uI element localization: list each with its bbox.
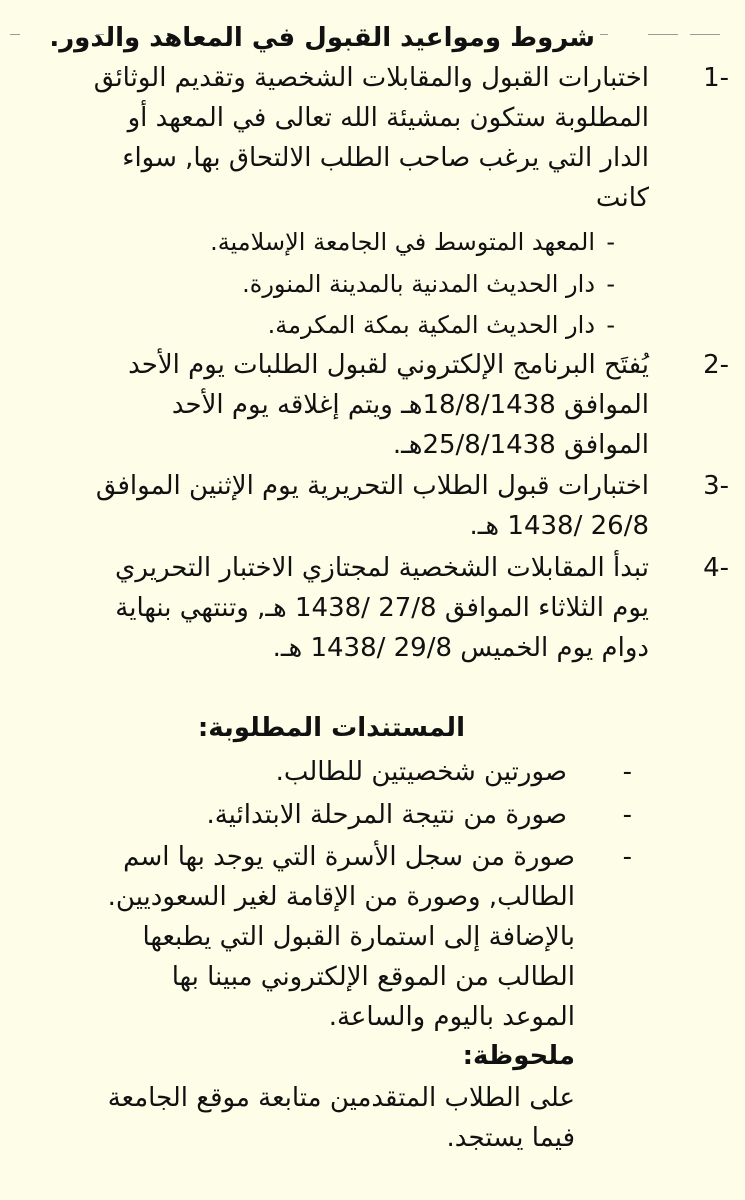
subitem-2-dash: - bbox=[606, 270, 615, 298]
subitem-1-text: المعهد المتوسط في الجامعة الإسلامية. bbox=[210, 228, 595, 256]
document-2-dash: - bbox=[622, 800, 632, 830]
note-text: على الطلاب المتقدمين متابعة موقع الجامعة فيما يستجد. bbox=[107, 1083, 575, 1153]
item-4-number: 4- bbox=[703, 553, 729, 583]
subitem-3-text: دار الحديث المكية بمكة المكرمة. bbox=[267, 311, 595, 339]
document-2-text: صورة من نتيجة المرحلة الابتدائية. bbox=[206, 800, 567, 830]
subitem-1-dash: - bbox=[606, 228, 615, 256]
item-1-text: اختبارات القبول والمقابلات الشخصية وتقديم الوثائق المطلوبة ستكون بمشيئة الله تعالى في المعهد أو الدار التي يرغب صاحب الطلب الالتحاق بها, سواء كانت bbox=[93, 63, 649, 213]
note-title: ملحوظة: bbox=[462, 1041, 575, 1071]
item-3-text: اختبارات قبول الطلاب التحريرية يوم الإثنين الموافق 26/8 /1438 هـ. bbox=[95, 471, 649, 541]
item-3-number: 3- bbox=[703, 471, 729, 501]
document-3-dash: - bbox=[622, 842, 632, 872]
documents-heading: المستندات المطلوبة: bbox=[197, 713, 465, 743]
item-4-text: تبدأ المقابلات الشخصية لمجتازي الاختبار التحريري يوم الثلاثاء الموافق 27/8 /1438 هـ, وتنتهي بنهاية دوام يوم الخميس 29/8 /1438 هـ. bbox=[115, 553, 649, 663]
document-1-dash: - bbox=[622, 757, 632, 787]
item-1-number: 1- bbox=[703, 63, 729, 93]
item-2-number: 2- bbox=[703, 350, 729, 380]
document-3-text: صورة من سجل الأسرة التي يوجد بها اسم الطالب, وصورة من الإقامة لغير السعوديين. بالإضافة إلى استمارة القبول التي يطبعها الطالب من الموقع الإلكتروني مبينا بها الموعد باليوم والساعة. bbox=[107, 842, 575, 1032]
item-2-text: يُفتَح البرنامج الإلكتروني لقبول الطلبات يوم الأحد الموافق 18/8/1438هـ ويتم إغلاقه يوم الأحد الموافق 25/8/1438هـ. bbox=[128, 350, 649, 460]
subitem-2-text: دار الحديث المدنية بالمدينة المنورة. bbox=[242, 270, 595, 298]
document-1-text: صورتين شخصيتين للطالب. bbox=[275, 757, 567, 787]
subitem-3-dash: - bbox=[606, 311, 615, 339]
page-title: شروط ومواعيد القبول في المعاهد والدور. bbox=[49, 23, 595, 53]
